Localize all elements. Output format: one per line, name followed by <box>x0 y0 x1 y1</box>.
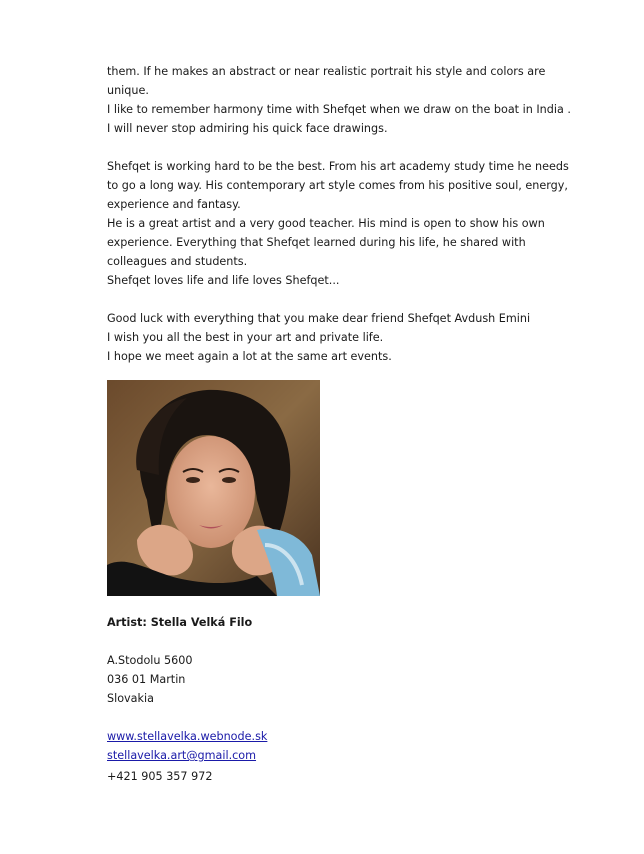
text-line: unique. <box>107 84 149 97</box>
text-line: Good luck with everything that you make dear friend Shefqet Avdush Emini <box>107 312 531 325</box>
text-line: I wish you all the best in your art and private life. <box>107 331 384 344</box>
address-line: A.Stodolu 5600 <box>107 654 193 667</box>
paragraph-2 <box>107 157 577 290</box>
text-line: I will never stop admiring his quick face drawings. <box>107 122 388 135</box>
text-line: Shefqet is working hard to be the best. From his art academy study time he needs <box>107 160 569 173</box>
text-line: colleagues and students. <box>107 255 248 268</box>
text-line: He is a great artist and a very good teacher. His mind is open to show his own <box>107 217 545 230</box>
website-link[interactable]: www.stellavelka.webnode.sk <box>107 730 268 743</box>
text-line: I hope we meet again a lot at the same art events. <box>107 350 392 363</box>
paragraph-1 <box>107 62 577 138</box>
address-block <box>107 651 577 708</box>
email-link[interactable]: stellavelka.art@gmail.com <box>107 749 257 762</box>
artist-name-label: Artist: Stella Velká Filo <box>107 616 253 629</box>
text-line: Shefqet loves life and life loves Shefqet... <box>107 274 340 287</box>
address-line: Slovakia <box>107 692 154 705</box>
paragraph-gap <box>107 290 577 309</box>
text-line: experience and fantasy. <box>107 198 241 211</box>
text-line: I like to remember harmony time with Shefqet when we draw on the boat in India . <box>107 103 571 116</box>
text-line: to go a long way. His contemporary art style comes from his positive soul, energy, <box>107 179 568 192</box>
text-line: them. If he makes an abstract or near realistic portrait his style and colors are <box>107 65 546 78</box>
address-line: 036 01 Martin <box>107 673 186 686</box>
portrait-illustration <box>107 380 320 596</box>
paragraph-3 <box>107 309 577 366</box>
artist-portrait-photo <box>107 380 320 596</box>
contact-block <box>107 727 577 786</box>
text-line: experience. Everything that Shefqet learned during his life, he shared with <box>107 236 526 249</box>
phone-number: +421 905 357 972 <box>107 770 213 783</box>
paragraph-gap <box>107 138 577 157</box>
document-page <box>107 62 577 786</box>
